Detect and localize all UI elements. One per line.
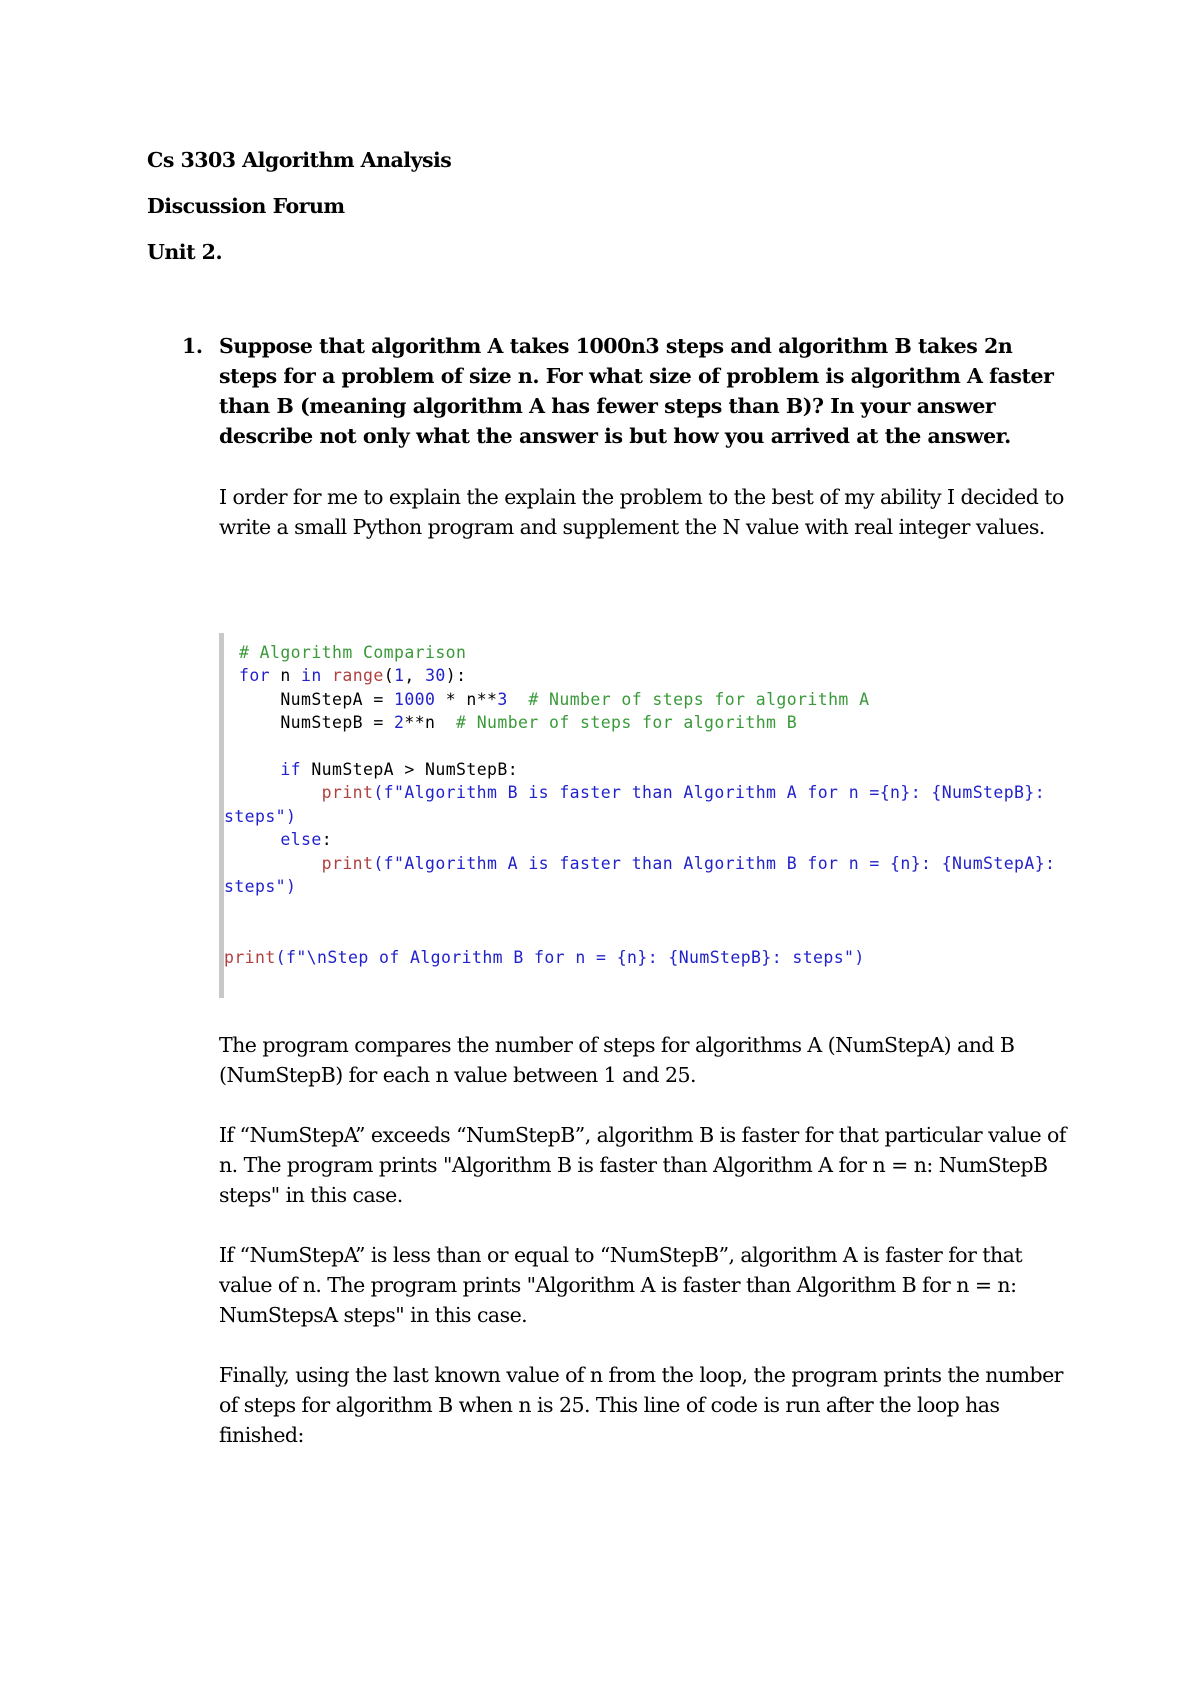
code-line-11: steps") (224, 877, 297, 896)
case-b-paragraph: If “NumStepA” exceeds “NumStepB”, algorithm B is faster for that particular value of n. The program prints "Algorithm B is faster than Algorithm A for n = n: NumStepB steps" in this case. (219, 1123, 1066, 1207)
code-line-6: if NumStepA > NumStepB: (280, 760, 519, 779)
code-line-10: print(f"Algorithm A is faster than Algorithm B for n = {n}: {NumStepA}: (321, 854, 1056, 873)
code-comment: # Algorithm Comparison (239, 643, 467, 662)
code-comment: # Number of steps for algorithm A (528, 690, 870, 709)
unit-title: Unit 2. (147, 240, 223, 264)
code-builtin: print (321, 854, 374, 873)
code-line-4: NumStepB = 2**n # Number of steps for algorithm B (239, 713, 798, 732)
code-builtin: print (321, 783, 374, 802)
code-line-3: NumStepA = 1000 * n**3 # Number of steps for algorithm A (239, 690, 870, 709)
code-keyword: in (301, 666, 322, 685)
course-title: Cs 3303 Algorithm Analysis (147, 148, 452, 172)
code-builtin: print (224, 948, 276, 967)
compare-paragraph: The program compares the number of steps for algorithms A (NumStepA) and B (NumStepB) for each n value between 1 and 25. (219, 1033, 1015, 1087)
forum-title: Discussion Forum (147, 194, 345, 218)
question-1 (182, 331, 1062, 451)
question-text: Suppose that algorithm A takes 1000n3 steps and algorithm B takes 2n steps for a problem of size n. For what size of problem is algorithm A faster than B (meaning algorithm A has fewer steps than B)? In your answer describe not only what the answer is but how you arrived at the answer. (219, 334, 1054, 448)
code-line-8: steps") (224, 807, 297, 826)
code-comment: # Number of steps for algorithm B (456, 713, 798, 732)
question-number: 1. (182, 334, 203, 358)
finally-paragraph: Finally, using the last known value of n from the loop, the program prints the number of steps for algorithm B when n is 25. This line of code is run after the loop has finished: (219, 1363, 1063, 1447)
code-snippet (219, 633, 1094, 998)
code-line-14: print(f"\nStep of Algorithm B for n = {n}: {NumStepB}: steps") (224, 948, 865, 967)
code-line-2: for n in range(1, 30): (239, 666, 467, 685)
code-line-7: print(f"Algorithm B is faster than Algorithm A for n ={n}: {NumStepB}: (321, 783, 1046, 802)
code-line-1 (239, 641, 466, 665)
code-keyword: else (280, 830, 322, 849)
intro-paragraph: I order for me to explain the explain the problem to the best of my ability I decided to write a small Python program and supplement the N value with real integer values. (219, 485, 1064, 539)
case-a-paragraph: If “NumStepA” is less than or equal to “NumStepB”, algorithm A is faster for that value of n. The program prints "Algorithm A is faster than Algorithm B for n = n: NumStepsA steps" in this case. (219, 1243, 1023, 1327)
code-line-9: else: (280, 830, 333, 849)
code-keyword: for (239, 666, 271, 685)
code-builtin: range (332, 666, 384, 685)
code-keyword: if (280, 760, 302, 779)
